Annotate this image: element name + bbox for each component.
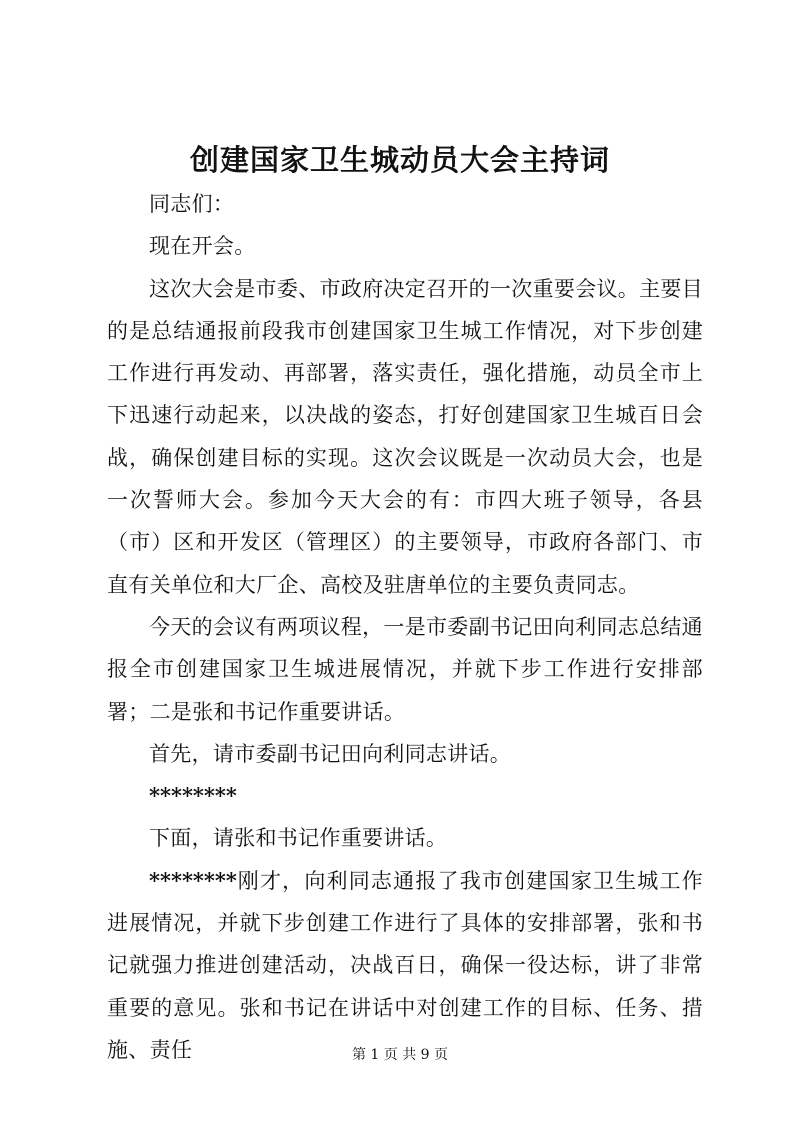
paragraph-opening: [107, 225, 703, 267]
paragraph-text: 同志们：: [149, 192, 235, 216]
paragraph-meeting-purpose: [107, 268, 703, 606]
document-body: [107, 183, 703, 1071]
paragraph-salutation: [107, 183, 703, 225]
paragraph-text: 今天的会议有两项议程，一是市委副书记田向利同志总结通报全市创建国家卫生城进展情况，并就下步工作进行安排部署；二是张和书记作重要讲话。: [107, 614, 703, 724]
paragraph-text: 刚才，向利同志通报了我市创建国家卫生城工作进展情况，并就下步创建工作进行了具体的安排部署，张和书记就强力推进创建活动，决战百日，确保一役达标，讲了非常重要的意见。张和书记在讲话中对创建工作的目标、任务、措施、责任: [107, 868, 703, 1062]
paragraph-second-speaker: [107, 817, 703, 859]
paragraph-text: 现在开会。: [149, 234, 256, 259]
page-footer: 第 1 页 共 9 页: [351, 1047, 449, 1063]
paragraph-text: 下面，请张和书记作重要讲话。: [149, 826, 448, 851]
paragraph-summary: [107, 860, 703, 1071]
document-title: 创建国家卫生城动员大会主持词: [189, 143, 610, 177]
separator-marker: ********: [149, 783, 237, 809]
paragraph-agenda: [107, 606, 703, 733]
separator-marker: ********: [149, 867, 237, 893]
paragraph-text: 首先，请市委副书记田向利同志讲话。: [149, 741, 512, 766]
paragraph-separator: [107, 775, 703, 817]
paragraph-text: 这次大会是市委、市政府决定召开的一次重要会议。主要目的是总结通报前段我市创建国家卫生城工作情况，对下步创建工作进行再发动、再部署，落实责任，强化措施，动员全市上下迅速行动起来，以决战的姿态，打好创建国家卫生城百日会战，确保创建目标的实现。这次会议既是一次动员大会，也是一次誓师大会。参加今天大会的有：市四大班子领导，各县（市）区和开发区（管理区）的主要领导，市政府各部门、市直有关单位和大厂企、高校及驻唐单位的主要负责同志。: [107, 276, 703, 597]
paragraph-first-speaker: [107, 733, 703, 775]
